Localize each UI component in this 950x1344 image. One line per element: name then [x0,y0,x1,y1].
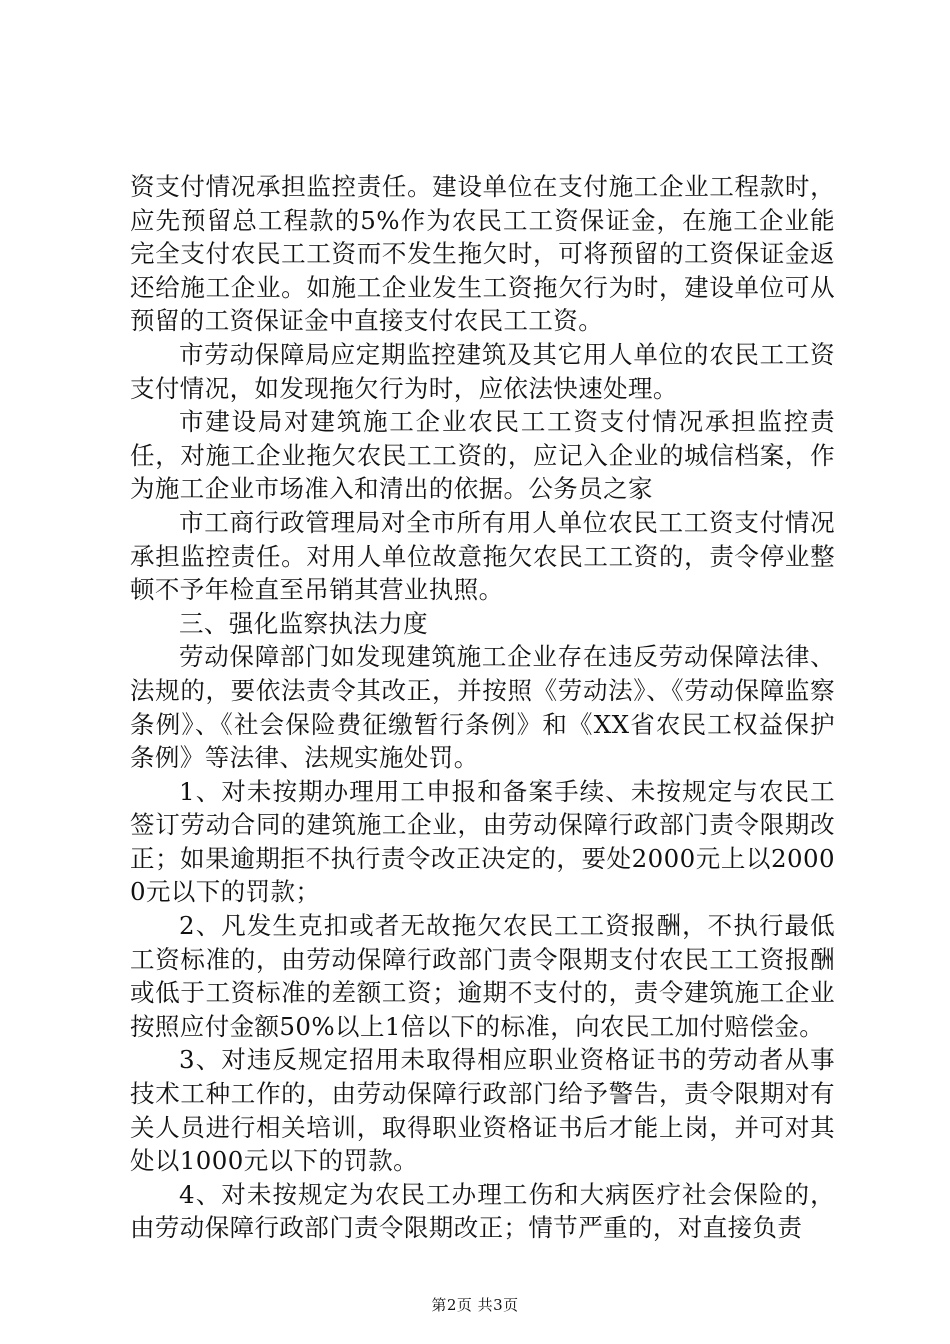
list-item-4: 4、对未按规定为农民工办理工伤和大病医疗社会保险的，由劳动保障行政部门责令限期改正；情节严重的，对直接负责 [130,1179,835,1243]
paragraph-continuation: 资支付情况承担监控责任。建设单位在支付施工企业工程款时，应先预留总工程款的5%作为农民工工资保证金，在施工企业能完全支付农民工工资而不发生拖欠时，可将预留的工资保证金返还给施工企业。如施工企业发生工资拖欠行为时，建设单位可从预留的工资保证金中直接支付农民工工资。 [130,172,835,336]
paragraph-labor-bureau: 市劳动保障局应定期监控建筑及其它用人单位的农民工工资支付情况，如发现拖欠行为时，应依法快速处理。 [130,339,835,403]
paragraph-enforcement: 劳动保障部门如发现建筑施工企业存在违反劳动保障法律、法规的，要依法责令其改正，并按照《劳动法》、《劳动保障监察条例》、《社会保险费征缴暂行条例》和《XX省农民工权益保护条例》等法律、法规实施处罚。 [130,642,835,773]
list-item-1: 1、对未按期办理用工申报和备案手续、未按规定与农民工签订劳动合同的建筑施工企业，由劳动保障行政部门责令限期改正；如果逾期拒不执行责令改正决定的，要处2000元上以20000元以下的罚款； [130,776,835,907]
document-body [130,170,835,1245]
list-item-2: 2、凡发生克扣或者无故拖欠农民工工资报酬，不执行最低工资标准的，由劳动保障行政部门责令限期支付农民工工资报酬或低于工资标准的差额工资；逾期不支付的，责令建筑施工企业按照应付金额50%以上1倍以下的标准，向农民工加付赔偿金。 [130,911,835,1041]
paragraph-business-bureau: 市工商行政管理局对全市所有用人单位农民工工资支付情况承担监控责任。对用人单位故意拖欠农民工工资的，责令停业整顿不予年检直至吊销其营业执照。 [130,507,835,605]
list-item-3: 3、对违反规定招用未取得相应职业资格证书的劳动者从事技术工种工作的，由劳动保障行政部门给予警告，责令限期对有关人员进行相关培训，取得职业资格证书后才能上岗，并可对其处以1000元以下的罚款。 [130,1045,835,1176]
section-heading: 三、强化监察执法力度 [179,608,428,638]
paragraph-construction-bureau: 市建设局对建筑施工企业农民工工资支付情况承担监控责任，对施工企业拖欠农民工工资的，应记入企业的城信档案，作为施工企业市场准入和清出的依据。公务员之家 [130,407,835,504]
page-footer: 第2页 共3页 [431,1296,519,1314]
